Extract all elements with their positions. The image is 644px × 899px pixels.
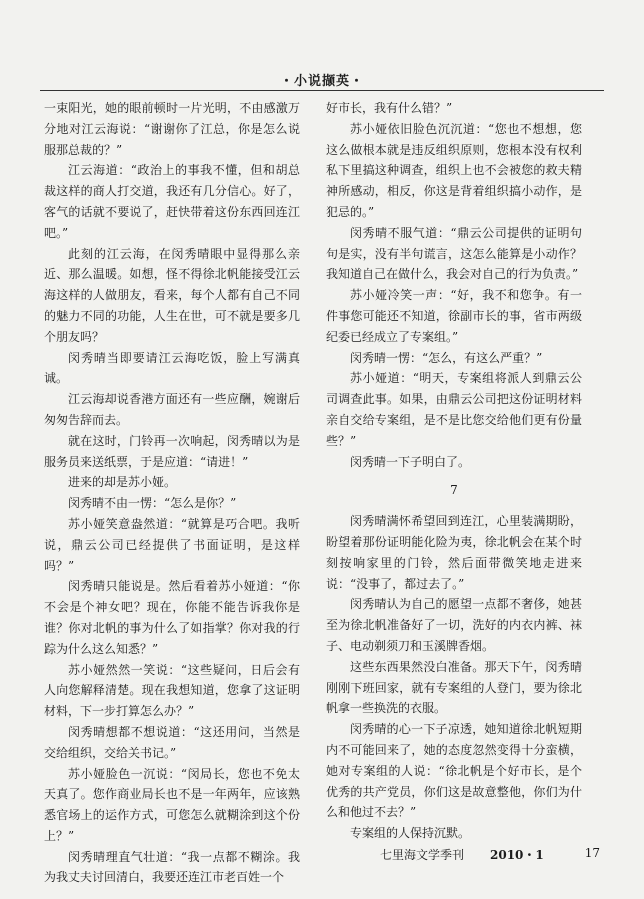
right-text-column — [326, 98, 582, 843]
left-paragraph: 闵秀晴只能说是。然后看着苏小娅道：“你不会是个神女吧？现在，你能不能告诉我你是谁？你对北帆的事为什么了如指掌？你对我的行踪为什么这么知悉？” — [44, 579, 300, 656]
right-paragraph: 苏小娅冷笑一声：“好，我不和您争。有一件事您可能还不知道，徐副市长的事，省市两级纪委已经成立了专案组。” — [326, 288, 582, 344]
left-paragraph: 闵秀晴理直气壮道：“我一点都不糊涂。我为我丈夫讨回清白，我要还连江市老百姓一个 — [44, 849, 300, 885]
left-paragraph: 就在这时，门铃再一次响起，闵秀晴以为是服务员来送纸票，于是应道：“请进！” — [44, 433, 300, 469]
page-footer — [380, 846, 600, 864]
section-header: ・小说撷英・ — [279, 74, 364, 89]
right-paragraph: 苏小娅依旧脸色沉沉道：“您也不想想，您这么做根本就是违反组织原则，您根本没有权利私下里搞这种调查，组织上也不会被您的救夫精神所感动，相反，你这是背着组织搞小动作，是犯忌的。” — [326, 121, 582, 219]
left-paragraph: 进来的却是苏小娅。 — [68, 475, 177, 490]
right-paragraph: 好市长，我有什么错？” — [326, 101, 453, 115]
left-paragraph: 闵秀晴想都不想说道：“这还用问，当然是交给组织，交给关书记。” — [44, 724, 300, 760]
left-paragraph: 江云海道：“政治上的事我不懂，但和胡总裁这样的商人打交道，我还有几分信心。好了，客气的话就不要说了，赶快带着这份东西回连江吧。” — [44, 163, 300, 240]
left-paragraph: 苏小娅然然一笑说：“这些疑问，日后会有人向您解释清楚。现在我想知道，您拿了这证明材料，下一步打算怎么办？” — [44, 662, 300, 719]
left-paragraph: 闵秀晴不由一愣：“怎么是你？” — [68, 496, 237, 511]
section-number: 7 — [450, 483, 458, 498]
journal-name: 七里海文学季刊 — [380, 848, 465, 862]
right-paragraph: 闵秀晴一愣：“怎么，有这么严重？” — [350, 350, 543, 365]
right-paragraph: 专案组的人保持沉默。 — [350, 826, 471, 841]
right-paragraph: 这些东西果然没白准备。那天下午，闵秀晴刚刚下班回家，就有专案组的人登门，要为徐北帆拿一些换洗的衣服。 — [326, 659, 582, 716]
right-paragraph: 闵秀晴满怀希望回到连江，心里装满期盼，盼望着那份证明能化险为夷，徐北帆会在某个时刻按响家里的门铃，然后面带微笑地走进来说：“没事了，都过去了。” — [326, 514, 582, 591]
left-text-column — [44, 98, 300, 885]
left-paragraph: 一束阳光，她的眼前顿时一片光明，不由感激万分地对江云海说：“谢谢你了江总，你是怎么说服那总裁的？” — [44, 101, 300, 157]
left-paragraph: 江云海却说香港方面还有一些应酬，婉谢后匆匆告辞而去。 — [44, 392, 300, 427]
left-paragraph: 苏小娅脸色一沉说：“闵局长，您也不免太天真了。您作商业局长也不是一年两年，应该熟悉官场上的运作方式，可您怎么就糊涂到这个份上？” — [44, 766, 300, 843]
right-paragraph: 闵秀晴一下子明白了。 — [350, 454, 471, 469]
issue-number: 2010・1 — [490, 848, 544, 862]
left-paragraph: 闵秀晴当即要请江云海吃饭，脸上写满真诚。 — [44, 350, 300, 386]
page-number: 17 — [584, 846, 600, 860]
left-paragraph: 此刻的江云海，在闵秀晴眼中显得那么亲近、那么温暖。如想，怪不得徐北帆能接受江云海这样的人做朋友，看来，每个人都有自己不同的魅力不同的功能，人生在世，可不就是要多几个朋友吗？ — [44, 246, 300, 344]
right-paragraph: 闵秀晴不服气道：“鼎云公司提供的证明句句是实，没有半句谎言，这怎么能算是小动作？我知道自己在做什么，我会对自己的行为负责。” — [326, 225, 582, 282]
left-paragraph: 苏小娅笑意盎然道：“就算是巧合吧。我听说，鼎云公司已经提供了书面证明，是这样吗？” — [44, 516, 300, 573]
right-paragraph: 闵秀晴的心一下子凉透，她知道徐北帆短期内不可能回来了，她的态度忽然变得十分蛮横，她对专案组的人说：“徐北帆是个好市长，是个优秀的共产党员，你们这是故意整他，你们为什么和他过不去？” — [326, 722, 582, 820]
right-paragraph: 苏小娅道：“明天，专案组将派人到鼎云公司调查此事。如果，由鼎云公司把这份证明材料亲自交给专案组，是不是比您交给他们更有份量些？” — [326, 371, 582, 448]
right-paragraph: 闵秀晴认为自己的愿望一点都不奢侈，她甚至为徐北帆准备好了一切，洗好的内衣内裤、袜子、电动剃须刀和玉溪牌香烟。 — [326, 597, 582, 653]
header-divider — [40, 90, 604, 91]
